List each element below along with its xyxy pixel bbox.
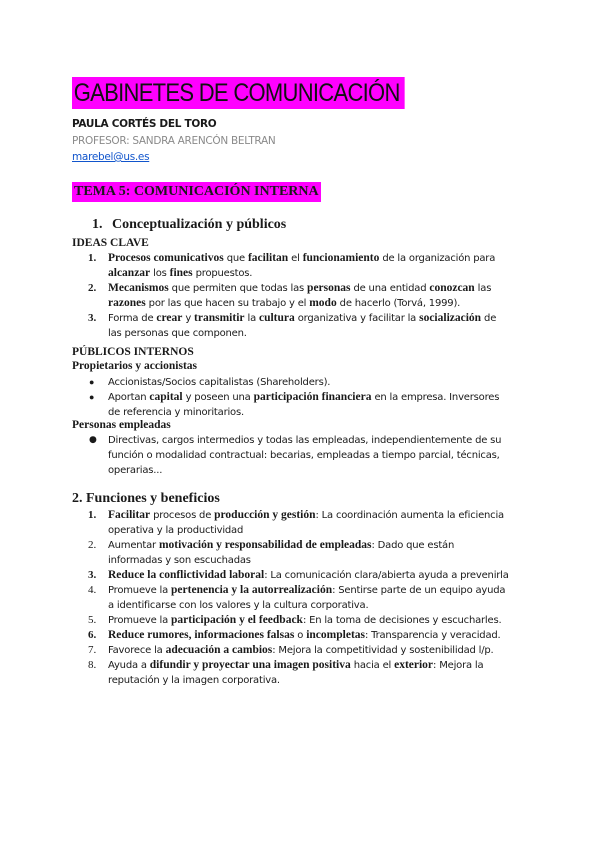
list-number: 7.: [88, 644, 97, 656]
text-run: de la organización para: [379, 253, 496, 264]
text-run: y: [182, 313, 195, 324]
subsection-title: Conceptualización y públicos: [112, 217, 287, 232]
bullet-icon: ●: [89, 392, 95, 402]
text-run: Favorece la: [108, 645, 166, 656]
propietarios-label: Propietarios y accionistas: [72, 360, 197, 372]
text-run: procesos de: [150, 510, 215, 521]
bold-text: cultura: [258, 312, 295, 324]
text-run: organizativa y facilitar la: [294, 313, 420, 324]
list-number: 6.: [88, 629, 97, 641]
bold-text: funcionamiento: [302, 252, 380, 264]
text-run: Accionistas/Socios capitalistas (Shareholders).: [108, 377, 331, 388]
author-name: PAULA CORTÉS DEL TORO: [72, 118, 217, 130]
text-line: [108, 311, 538, 326]
text-line: Directivas, cargos intermedios y todas las empleadas, independientemente de su: [108, 435, 502, 446]
bold-text: Mecanismos: [108, 282, 169, 294]
bold-text: Reduce rumores, informaciones falsas: [108, 629, 295, 641]
list-item: [89, 390, 538, 420]
text-run: por las que hacen su trabajo y el: [145, 298, 310, 309]
subsection-number: 1.: [92, 217, 103, 232]
list-number: 3.: [88, 569, 97, 581]
text-line: [108, 613, 538, 628]
text-line: [108, 553, 538, 568]
ideas-list: [88, 251, 538, 341]
list-item: [88, 628, 538, 643]
funciones-list: [88, 508, 538, 688]
text-line: [108, 583, 538, 598]
text-line: operarias...: [108, 465, 163, 476]
professor-name: PROFESOR: SANDRA ARENCÓN BELTRAN: [72, 135, 276, 147]
text-run: de hacerlo (Torvá, 1999).: [336, 298, 461, 309]
text-run: Forma de: [108, 313, 157, 324]
text-run: las personas que componen.: [108, 328, 247, 339]
list-item: [88, 281, 538, 311]
bold-text: alcanzar: [108, 267, 151, 279]
text-line: [108, 405, 538, 420]
bold-text: Procesos comunicativos: [108, 252, 224, 264]
text-line: [108, 523, 538, 538]
list-item: [88, 508, 538, 538]
text-line: función o modalidad contractual: becarias, empleadas a tiempo parcial, técnicas,: [108, 450, 500, 461]
list-number: 2.: [88, 539, 97, 551]
text-line: [108, 538, 538, 553]
text-line: [108, 375, 538, 390]
bold-text: personas: [307, 282, 351, 294]
text-run: los: [150, 268, 170, 279]
text-run: hacia el: [350, 660, 395, 671]
text-run: el: [288, 253, 303, 264]
text-run: las: [474, 283, 492, 294]
list-number: 1.: [88, 509, 97, 521]
bold-text: pertenencia y la autorrealización: [171, 584, 333, 596]
subsection-heading-1: [92, 217, 286, 233]
list-item: [88, 658, 538, 688]
text-run: Promueve la: [108, 585, 172, 596]
text-run: y poseen una: [182, 392, 254, 403]
text-run: en la empresa. Inversores: [371, 392, 500, 403]
bold-text: Reduce la conflictividad laboral: [108, 569, 265, 581]
text-run: informadas y son escuchadas: [108, 555, 251, 566]
text-run: de: [481, 313, 497, 324]
bold-text: participación financiera: [253, 391, 372, 403]
text-run: la: [244, 313, 259, 324]
bold-text: crear: [156, 312, 183, 324]
text-run: de referencia y minoritarios.: [108, 407, 244, 418]
bold-text: facilitan: [247, 252, 289, 264]
bold-text: transmitir: [194, 312, 245, 324]
bold-text: fines: [169, 267, 193, 279]
document-title: GABINETES DE COMUNICACIÓN: [72, 77, 405, 109]
list-item: [88, 583, 538, 613]
list-item: [89, 433, 538, 478]
list-number: 4.: [88, 584, 97, 596]
list-item: [88, 613, 538, 628]
text-line: [108, 266, 538, 281]
text-line: [108, 326, 538, 341]
text-line: [108, 281, 538, 296]
text-run: a identificarse con los valores y la cultura corporativa.: [108, 600, 369, 611]
list-number: 8.: [88, 659, 97, 671]
bullet-icon: ●: [89, 435, 97, 445]
bold-text: exterior: [394, 659, 434, 671]
empleadas-label: Personas empleadas: [72, 419, 171, 431]
bold-text: razones: [108, 297, 146, 309]
text-line: [108, 658, 538, 673]
list-item: [88, 568, 538, 583]
text-run: Ayuda a: [108, 660, 150, 671]
bold-text: conozcan: [429, 282, 475, 294]
text-run: reputación y la imagen corporativa.: [108, 675, 280, 686]
text-line: [108, 598, 538, 613]
text-run: operativa y la productividad: [108, 525, 244, 536]
text-run: : En la toma de decisiones y escucharles.: [302, 615, 502, 626]
text-line: [108, 251, 538, 266]
list-number: 3.: [88, 312, 97, 324]
text-line: [108, 628, 538, 643]
list-number: 5.: [88, 614, 97, 626]
list-number: 2.: [88, 282, 97, 294]
text-run: : Transparencia y veracidad.: [365, 630, 501, 641]
ideas-clave-label: IDEAS CLAVE: [72, 237, 149, 249]
list-item: [88, 311, 538, 341]
list-item: [89, 375, 538, 390]
bold-text: modo: [309, 297, 337, 309]
text-run: : Dado que están: [371, 540, 455, 551]
text-line: [108, 568, 538, 583]
text-run: : Sentirse parte de un equipo ayuda: [332, 585, 506, 596]
text-run: : Mejora la: [433, 660, 484, 671]
text-line: [108, 673, 538, 688]
bold-text: producción y gestión: [214, 509, 316, 521]
text-run: de una entidad: [350, 283, 430, 294]
text-line: [108, 296, 538, 311]
bold-text: difundir y proyectar una imagen positiva: [149, 659, 351, 671]
propietarios-list: [89, 375, 538, 420]
text-run: que permiten que todas las: [168, 283, 308, 294]
text-run: que: [223, 253, 248, 264]
bold-text: adecuación a cambios: [165, 644, 273, 656]
section-heading-tema: TEMA 5: COMUNICACIÓN INTERNA: [72, 182, 321, 202]
text-run: : La comunicación clara/abierta ayuda a prevenirla: [264, 570, 509, 581]
text-run: : La coordinación aumenta la eficiencia: [315, 510, 504, 521]
bold-text: motivación y responsabilidad de empleadas: [158, 539, 372, 551]
list-item: [88, 643, 538, 658]
bold-text: capital: [149, 391, 183, 403]
bold-text: socialización: [419, 312, 482, 324]
text-run: propuestos.: [192, 268, 253, 279]
bold-text: Facilitar: [108, 509, 151, 521]
list-item: [88, 251, 538, 281]
empleadas-list: [89, 433, 538, 478]
text-run: o: [294, 630, 307, 641]
text-run: Promueve la: [108, 615, 172, 626]
text-line: [108, 390, 538, 405]
text-line: [108, 508, 538, 523]
text-run: Aumentar: [108, 540, 159, 551]
list-item: [88, 538, 538, 568]
bold-text: participación y el feedback: [171, 614, 303, 626]
text-run: : Mejora la competitividad y sostenibilidad l/p.: [272, 645, 494, 656]
text-line: [108, 643, 538, 658]
bold-text: incompletas: [306, 629, 365, 641]
subsection-heading-2: 2. Funciones y beneficios: [72, 491, 220, 506]
bullet-icon: ●: [89, 377, 95, 387]
email-link[interactable]: marebel@us.es: [72, 151, 150, 163]
text-run: Aportan: [108, 392, 150, 403]
publicos-internos-label: PÚBLICOS INTERNOS: [72, 346, 194, 358]
list-number: 1.: [88, 252, 97, 264]
